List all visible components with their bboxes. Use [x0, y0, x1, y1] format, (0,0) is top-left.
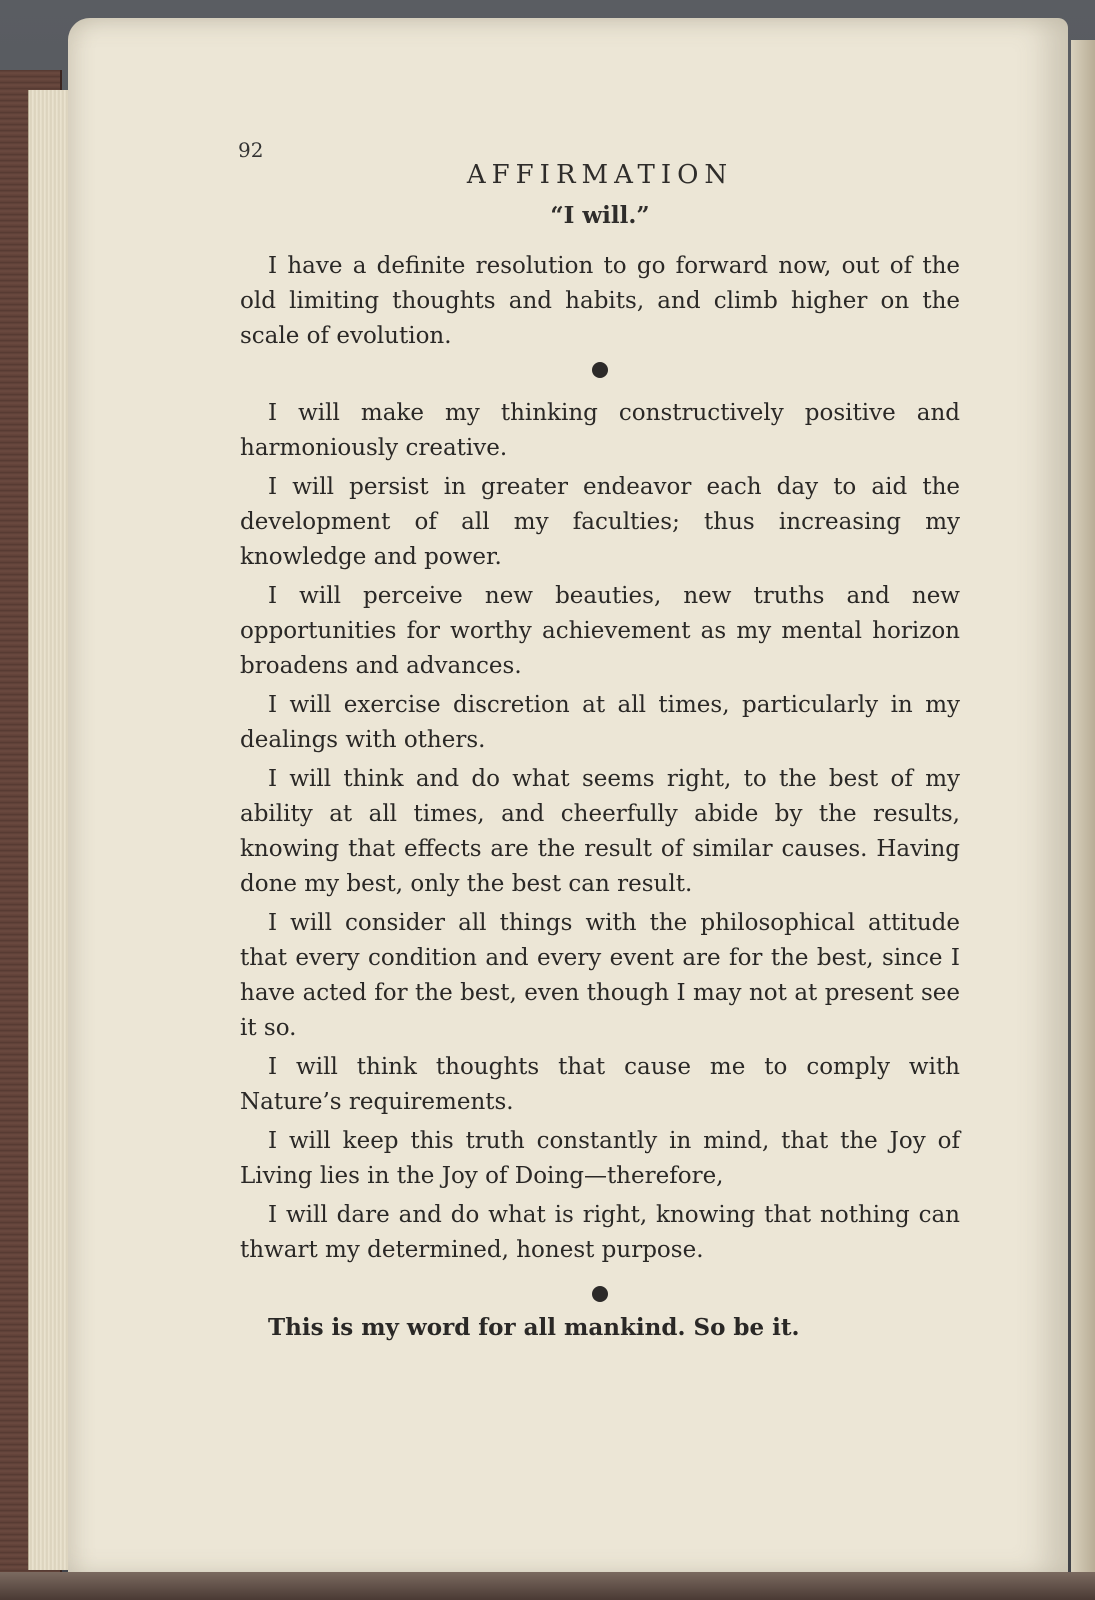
- page-subtitle: “I will.”: [550, 202, 650, 229]
- page-title: AFFIRMATION: [466, 160, 734, 190]
- paragraph: I have a definite resolution to go forward now, out of the old limiting thoughts and habits, and climb higher on the scale of evolution.: [240, 253, 960, 349]
- section-bullet: [592, 362, 608, 378]
- paragraph: I will make my thinking constructively positive and harmoniously creative.: [240, 400, 960, 461]
- page-text: [240, 130, 960, 1341]
- page-gutter: [1071, 40, 1095, 1600]
- paragraph: I will persist in greater endeavor each day to aid the development of all my faculties; thus increasing my knowledge and power.: [240, 474, 960, 570]
- paragraph: I will keep this truth constantly in mind, that the Joy of Living lies in the Joy of Doing—therefore,: [240, 1128, 960, 1189]
- paragraph: I will consider all things with the philosophical attitude that every condition and every event are for the best, since I have acted for the best, even though I may not at present see it so.: [240, 910, 960, 1041]
- paragraph: I will think and do what seems right, to the best of my ability at all times, and cheerfully abide by the results, knowing that effects are the result of similar causes. Having done my best, only the best can result.: [240, 766, 960, 897]
- paragraph: I will dare and do what is right, knowing that nothing can thwart my determined, honest purpose.: [240, 1202, 960, 1263]
- paragraph: I will exercise discretion at all times, particularly in my dealings with others.: [240, 692, 960, 753]
- closing-line: This is my word for all mankind. So be it.: [268, 1314, 800, 1341]
- section-bullet: [592, 1286, 608, 1302]
- page-number: 92: [238, 138, 264, 162]
- paragraph: I will perceive new beauties, new truths and new opportunities for worthy achievement as my mental horizon broadens and advances.: [240, 583, 960, 679]
- book-bottom-edge: [0, 1572, 1095, 1600]
- paragraph: I will think thoughts that cause me to comply with Nature’s requirements.: [240, 1054, 960, 1115]
